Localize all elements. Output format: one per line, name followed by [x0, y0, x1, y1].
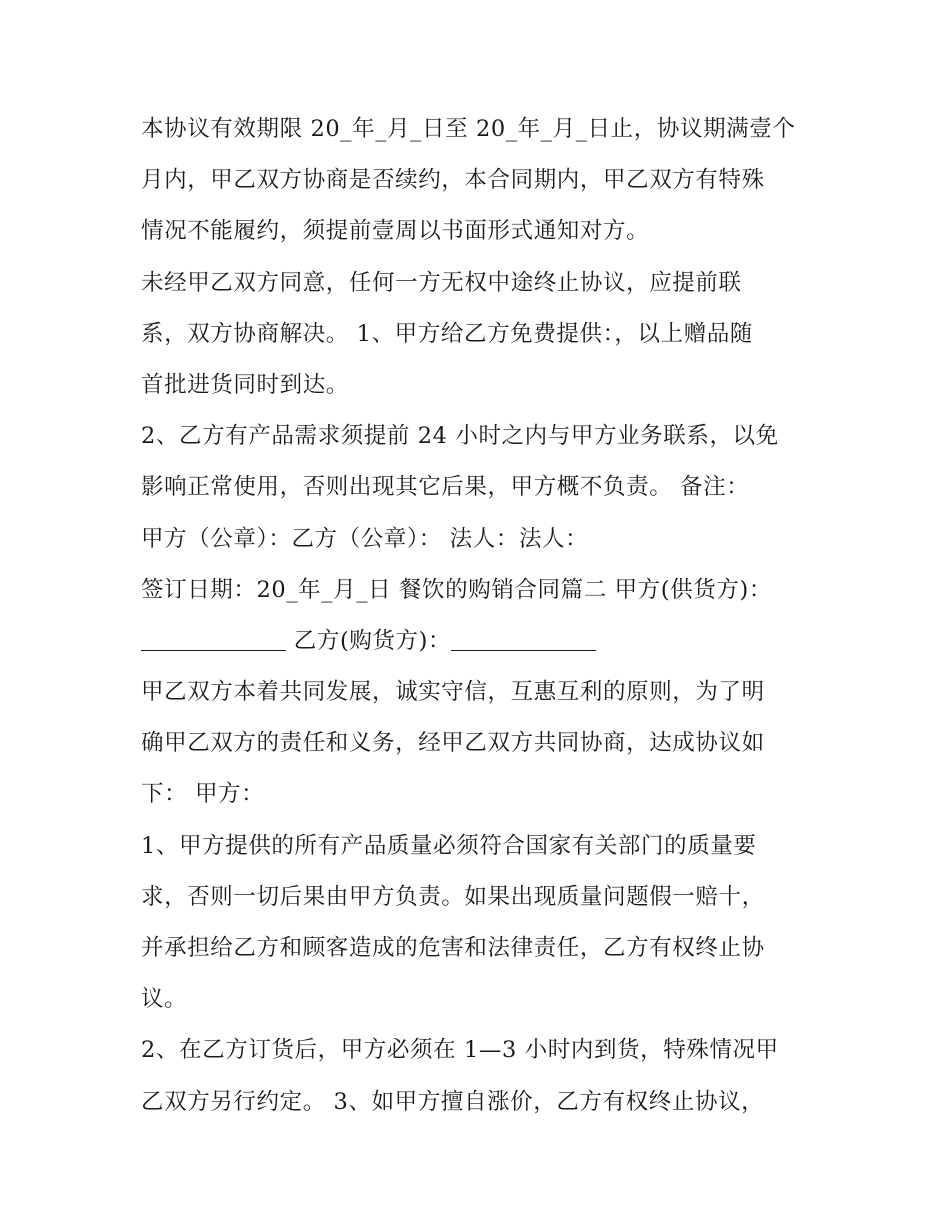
paragraph-product-demand — [141, 411, 811, 565]
text-line: 2、在乙方订货后，甲方必须在 1—3 小时内到货，特殊情况甲 — [141, 1037, 779, 1064]
supplier-name-blank — [141, 627, 286, 652]
text-line: 签订日期：20_年_月_日 餐饮的购销合同篇二 甲方(供货方)： — [141, 576, 772, 603]
buyer-name-blank — [451, 627, 596, 652]
text-line: 2、乙方有产品需求须提前 24 小时之内与甲方业务联系，以免 — [141, 423, 779, 450]
paragraph-agreement-intro — [141, 667, 811, 821]
party-blank-line — [141, 616, 811, 667]
text-line: 甲乙双方本着共同发展，诚实守信，互惠互利的原则，为了明 — [141, 679, 765, 706]
buyer-label: 乙方(购货方)： — [286, 627, 452, 654]
paragraph-validity-period — [141, 104, 811, 258]
paragraph-delivery-clause — [141, 1025, 811, 1127]
text-line: 月内，甲乙双方协商是否续约，本合同期内，甲乙双方有特殊 — [141, 167, 765, 194]
text-line: 议。 — [141, 986, 188, 1013]
text-line: 本协议有效期限 20_年_月_日至 20_年_月_日止，协议期满壹个 — [141, 116, 796, 142]
document-body — [141, 104, 811, 1128]
paragraph-signing-date — [141, 565, 811, 667]
text-line: 1、甲方提供的所有产品质量必须符合国家有关部门的质量要 — [141, 832, 757, 859]
text-line: 求，否则一切后果由甲方负责。如果出现质量问题假一赔十， — [141, 883, 765, 910]
text-line: 确甲乙双方的责任和义务，经甲乙双方共同协商，达成协议如 — [141, 730, 765, 757]
text-line: 情况不能履约，须提前壹周以书面形式通知对方。 — [141, 218, 650, 245]
text-line: 下： 甲方： — [141, 781, 265, 808]
text-line: 系，双方协商解决。 1、甲方给乙方免费提供：，以上赠品随 — [141, 320, 754, 347]
text-line: 乙双方另行约定。 3、如甲方擅自涨价，乙方有权终止协议， — [141, 1088, 765, 1115]
text-line: 并承担给乙方和顾客造成的危害和法律责任，乙方有权终止协 — [141, 935, 765, 961]
paragraph-termination — [141, 258, 811, 412]
text-line: 未经甲乙双方同意，任何一方无权中途终止协议，应提前联 — [141, 269, 742, 296]
text-line: 首批进货同时到达。 — [141, 371, 349, 398]
text-line: 影响正常使用，否则出现其它后果，甲方概不负责。 备注： — [141, 474, 750, 501]
paragraph-quality-clause — [141, 821, 811, 1026]
text-line: 甲方（公章）：乙方（公章）： 法人：法人： — [141, 525, 589, 552]
